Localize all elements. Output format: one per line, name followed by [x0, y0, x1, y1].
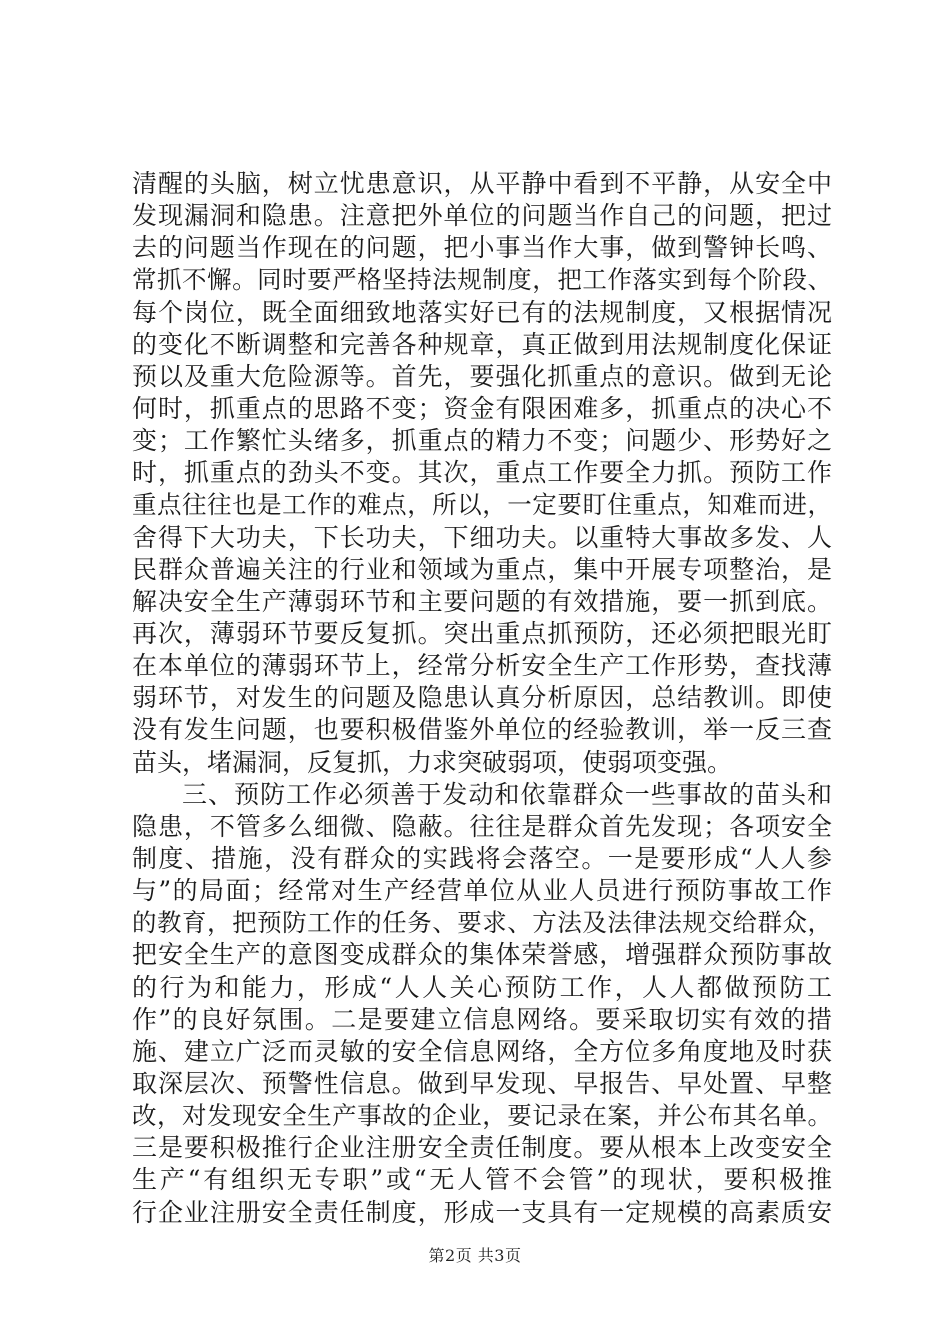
text-line: 解决安全生产薄弱环节和主要问题的有效措施，要一抓到底。: [132, 586, 832, 616]
text-line: 施、建立广泛而灵敏的安全信息网络，全方位多角度地及时获: [132, 1036, 832, 1066]
text-line: 每个岗位，既全面细致地落实好已有的法规制度，又根据情况: [132, 297, 832, 327]
text-line: 改，对发现安全生产事故的企业，要记录在案，并公布其名单。: [132, 1101, 832, 1131]
text-line: 常抓不懈。同时要严格坚持法规制度，把工作落实到每个阶段、: [132, 265, 832, 295]
text-line: 隐患，不管多么细微、隐蔽。往往是群众首先发现；各项安全: [132, 811, 832, 841]
text-line: 行企业注册安全责任制度，形成一支具有一定规模的高素质安: [132, 1197, 832, 1227]
text-line: 制度、措施，没有群众的实践将会落空。一是要形成“人人参: [132, 843, 832, 873]
text-line: 时，抓重点的劲头不变。其次，重点工作要全力抓。预防工作: [132, 458, 832, 488]
text-line: 何时，抓重点的思路不变；资金有限困难多，抓重点的决心不: [132, 393, 832, 423]
text-line: 预以及重大危险源等。首先，要强化抓重点的意识。做到无论: [132, 361, 832, 391]
text-line: 民群众普遍关注的行业和领域为重点，集中开展专项整治，是: [132, 554, 832, 584]
text-line: 没有发生问题，也要积极借鉴外单位的经验教训，举一反三查: [132, 715, 832, 745]
text-line: 与”的局面；经常对生产经营单位从业人员进行预防事故工作: [132, 876, 832, 906]
text-line: 弱环节，对发生的问题及隐患认真分析原因，总结教训。即使: [132, 683, 832, 713]
text-line: 清醒的头脑，树立忧患意识，从平静中看到不平静，从安全中: [132, 169, 832, 198]
text-line: 重点往往也是工作的难点，所以，一定要盯住重点，知难而进，: [132, 490, 832, 520]
text-line: 发现漏洞和隐患。注意把外单位的问题当作自己的问题，把过: [132, 201, 832, 231]
text-line: 把安全生产的意图变成群众的集体荣誉感，增强群众预防事故: [132, 940, 832, 970]
page-footer: 第2页 共3页: [428, 1246, 522, 1265]
text-line: 苗头，堵漏洞，反复抓，力求突破弱项，使弱项变强。: [132, 747, 733, 777]
text-line: 取深层次、预警性信息。做到早发现、早报告、早处置、早整: [132, 1068, 832, 1098]
text-line: 变；工作繁忙头绪多，抓重点的精力不变；问题少、形势好之: [132, 426, 832, 456]
text-line: 再次，薄弱环节要反复抓。突出重点抓预防，还必须把眼光盯: [132, 618, 832, 648]
text-line: 的变化不断调整和完善各种规章，真正做到用法规制度化保证: [132, 329, 832, 359]
text-line: 的行为和能力，形成“人人关心预防工作，人人都做预防工: [132, 972, 832, 1002]
text-line: 去的问题当作现在的问题，把小事当作大事，做到警钟长鸣、: [132, 233, 832, 263]
text-line: 舍得下大功夫，下长功夫，下细功夫。以重特大事故多发、人: [132, 522, 832, 552]
text-line: 三、预防工作必须善于发动和依靠群众一些事故的苗头和: [182, 779, 832, 809]
text-line: 在本单位的薄弱环节上，经常分析安全生产工作形势，查找薄: [132, 651, 832, 681]
text-line: 三是要积极推行企业注册安全责任制度。要从根本上改变安全: [132, 1133, 832, 1163]
text-line: 作”的良好氛围。二是要建立信息网络。要采取切实有效的措: [132, 1004, 832, 1034]
text-line: 生产“有组织无专职”或“无人管不会管”的现状，要积极推: [132, 1165, 832, 1195]
text-line: 的教育，把预防工作的任务、要求、方法及法律法规交给群众，: [132, 908, 832, 938]
body-text: [132, 168, 832, 1229]
